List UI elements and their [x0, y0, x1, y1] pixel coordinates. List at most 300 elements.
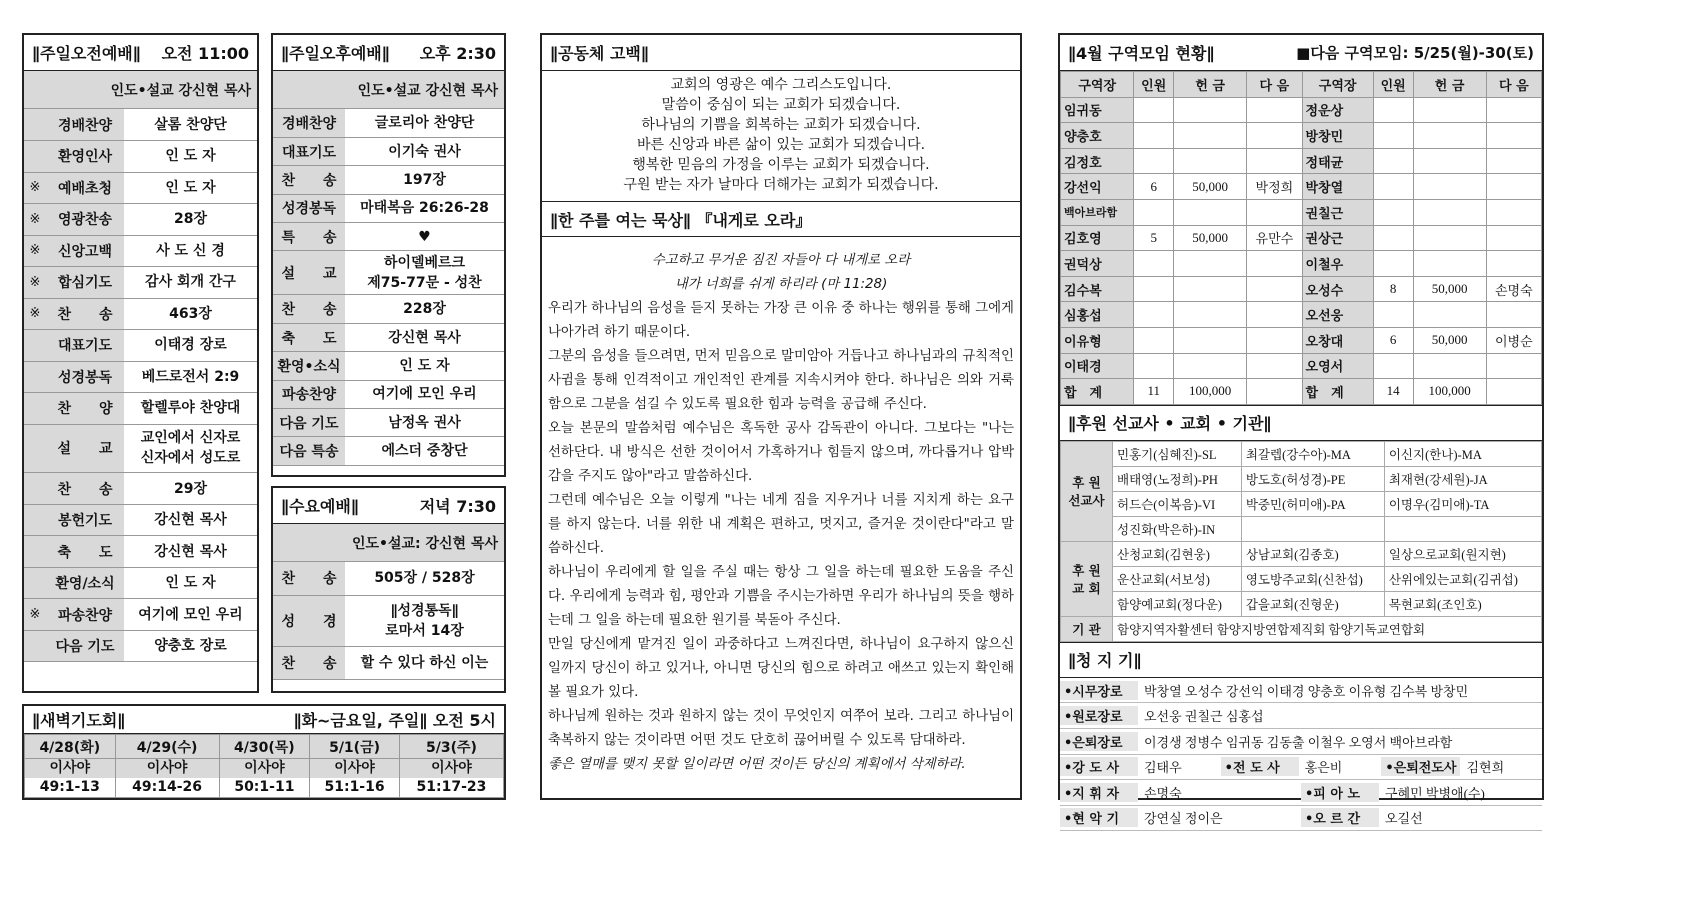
elders-header: [1060, 642, 1542, 678]
district-cell: [1134, 199, 1174, 225]
dawn-schedule: [24, 734, 504, 798]
district-row: [1061, 199, 1542, 225]
meditation-paragraph: 그분의 음성을 들으려면, 먼저 믿음으로 말미암아 거듭나고 하나님과의 규칙적인 사귐을 통해 인격적이고 개인적인 관계를 지속시켜야 한다. 하나님은 의와 거룩함으로 그분을 섬길 수 있도록 필요한 힘과 능력을 공급해 주신다.: [548, 349, 1014, 412]
order-value: [345, 251, 504, 295]
district-cell: [1486, 302, 1541, 328]
dawn-chapter: 49:1-13: [39, 779, 100, 795]
district-cell: [1174, 97, 1247, 123]
meditation-paragraph: 하나님이 우리에게 할 일을 주실 때는 항상 그 일을 하는데 필요한 도움을 주신다. 우리에게 능력과 힘, 평안과 기쁨을 주시는가하면 우리가 하나님의 뜻을 행하는데 그 일을 하는데 필요한 원기를 북돋아 주신다.: [548, 565, 1014, 628]
district-cell: [1174, 327, 1247, 353]
wednesday-box: [271, 486, 506, 693]
dawn-date: 5/3(주): [399, 735, 503, 759]
order-value: [345, 194, 504, 222]
order-row: [273, 295, 504, 323]
elder-names: 김태우: [1144, 760, 1182, 776]
order-row: [273, 194, 504, 222]
order-row: [24, 630, 257, 662]
order-value: [124, 630, 257, 662]
next-meeting: ■다음 구역모임: 5/25(월)-30(토): [1296, 44, 1534, 62]
dawn-chapter: 49:14-26: [132, 779, 203, 795]
district-leader: 오선웅: [1302, 302, 1373, 328]
meditation-paragraph: 오늘 본문의 말씀처럼 예수님은 혹독한 공사 감독관이 아니다. 그보다는 "나는 선하단다. 내 방식은 선한 것이어서 가혹하거나 힘들지 않으며, 까다롭거나 압박감을 주지도 않아"라고 말씀하신다.: [548, 421, 1014, 484]
order-value-line: 강신현 목사: [154, 543, 227, 560]
district-cell: [1134, 97, 1174, 123]
order-item: 설 교: [273, 251, 345, 295]
order-value: [124, 504, 257, 536]
district-leader: 심홍섭: [1061, 302, 1134, 328]
district-cell: [1373, 123, 1413, 149]
support-entry: 배태영(노정희)-PH: [1113, 466, 1242, 491]
district-header: [1060, 35, 1542, 71]
confession-line: 말씀이 중심이 되는 교회가 되겠습니다.: [661, 97, 901, 113]
meditation-paragraph: 그런데 예수님은 오늘 이렇게 "나는 네게 짐을 지우거나 너를 지치게 하는 요구를 하지 않는다. 너를 위한 내 계획은 편하고, 멋지고, 즐거운 것이란다"라고 말씀하신다.: [548, 493, 1014, 556]
support-entry: 일상으로교회(원지현): [1384, 541, 1541, 566]
order-row: [24, 330, 257, 362]
section-title: ∥공동체 고백∥: [550, 44, 649, 63]
district-cell: 50,000: [1413, 276, 1486, 302]
elder-group: [1060, 706, 1270, 725]
support-entry: 영도방주교회(신찬섭): [1241, 566, 1384, 591]
district-cell: [1373, 97, 1413, 123]
service-time: 오전 11:00: [161, 44, 249, 63]
support-header: [1060, 405, 1542, 441]
support-entry: 최재현(강세원)-JA: [1384, 466, 1541, 491]
meditation-paragraph: 하나님께 원하는 것과 원하지 않는 것이 무엇인지 여쭈어 보라. 그리고 하나님이 축복하지 않는 것이라면 어떤 것도 단호히 끊어버릴 수 있도록 담대하라.: [548, 709, 1014, 748]
sunday-pm-box: [271, 33, 506, 477]
order-value: [345, 646, 504, 679]
elder-role: •강 도 사: [1060, 757, 1138, 776]
elder-group: [1381, 757, 1542, 776]
elder-row: [1060, 678, 1542, 704]
district-cell: 50,000: [1174, 225, 1247, 251]
dawn-reading: [115, 759, 219, 798]
elder-group: [1060, 681, 1474, 700]
order-row: [273, 109, 504, 137]
sunday-am-header: [24, 35, 257, 71]
rubric-mark: ※: [24, 172, 46, 204]
order-item: 신앙고백: [46, 235, 124, 267]
order-item: 성경봉독: [273, 194, 345, 222]
order-item: 파송찬양: [46, 599, 124, 631]
leader-text: 인도•설교 강신현 목사: [110, 82, 251, 99]
district-head: [1061, 72, 1542, 98]
sunday-pm-header: [273, 35, 504, 71]
order-item: 경배찬양: [46, 109, 124, 141]
order-item: 찬 송: [273, 166, 345, 194]
dawn-chapter: 50:1-11: [234, 779, 295, 795]
meditation-header: [542, 201, 1020, 237]
order-value-line: 29장: [173, 480, 207, 497]
district-cell: [1247, 123, 1302, 149]
confession-line: 행복한 믿음의 가정을 이루는 교회가 되겠습니다.: [632, 157, 930, 173]
district-cell: 100,000: [1413, 379, 1486, 405]
district-cell: [1413, 225, 1486, 251]
district-row: [1061, 276, 1542, 302]
order-value: [345, 166, 504, 194]
elder-names: 홍은비: [1304, 760, 1343, 776]
leader-text: 인도•설교 강신현 목사: [357, 82, 498, 99]
order-value-line: 인 도 자: [165, 575, 216, 592]
rubric-mark: [24, 141, 46, 173]
elder-names: 오길선: [1385, 811, 1423, 827]
order-value: [124, 424, 257, 473]
order-row: [273, 562, 504, 595]
order-value-line: 228장: [403, 301, 446, 318]
dawn-box: [22, 704, 506, 800]
elder-role: •원로장로: [1060, 706, 1138, 725]
support-entry: 이신지(한나)-MA: [1384, 441, 1541, 466]
district-cell: 이병순: [1486, 327, 1541, 353]
district-cell: [1373, 353, 1413, 379]
verse-line: 내가 너희를 쉬게 하리라 (마 11:28): [674, 277, 888, 292]
order-row: [273, 251, 504, 295]
district-row: [1061, 123, 1542, 149]
dawn-book: 이사야: [25, 759, 115, 778]
order-row: [273, 352, 504, 380]
district-cell: [1486, 148, 1541, 174]
district-cell: 6: [1134, 174, 1174, 200]
support-entry: 민홍기(심혜진)-SL: [1113, 441, 1242, 466]
sunday-am-order: [24, 109, 257, 662]
district-cell: [1247, 379, 1302, 405]
district-leader: 합 계: [1061, 379, 1134, 405]
dawn-book: 이사야: [220, 759, 310, 778]
district-cell: [1134, 302, 1174, 328]
confession-line: 하나님의 기쁨을 회복하는 교회가 되겠습니다.: [641, 117, 921, 133]
elder-names: 박창열 오성수 강선익 이태경 양충호 이유형 김수복 방창민: [1144, 683, 1469, 699]
order-value-line: ∥성경통독∥: [390, 602, 459, 619]
elder-group: [1060, 783, 1301, 802]
order-row: [273, 409, 504, 437]
support-row: [1061, 541, 1542, 566]
district-leader: 백아브라함: [1061, 199, 1134, 225]
district-cell: [1247, 276, 1302, 302]
district-cell: [1134, 123, 1174, 149]
support-entry: 상남교회(김종호): [1241, 541, 1384, 566]
dawn-book: 이사야: [400, 759, 503, 778]
district-row: [1061, 353, 1542, 379]
district-leader: 이태경: [1061, 353, 1134, 379]
district-leader: 권칠근: [1302, 199, 1373, 225]
district-cell: [1174, 251, 1247, 277]
order-value-line: 글로리아 찬양단: [374, 114, 475, 131]
section-title: ∥후원 선교사 • 교회 • 기관∥: [1068, 414, 1272, 434]
order-value: [345, 409, 504, 437]
elder-row: [1060, 755, 1542, 781]
support-entry: 산위에있는교회(김귀섭): [1384, 566, 1541, 591]
support-row: [1061, 566, 1542, 591]
rubric-mark: ※: [24, 298, 46, 330]
district-cell: [1486, 199, 1541, 225]
elder-group: [1060, 732, 1458, 751]
order-value-line: 살롬 찬양단: [154, 116, 227, 133]
dawn-chapter: 51:1-16: [324, 779, 385, 795]
order-value-line: 인 도 자: [165, 148, 216, 165]
confession-body: [542, 71, 1020, 201]
order-value: [124, 141, 257, 173]
district-leader: 방창민: [1302, 123, 1373, 149]
column-header: 인원: [1134, 72, 1174, 98]
order-item: 대표기도: [273, 137, 345, 165]
order-value-line: 여기에 모인 우리: [372, 386, 477, 403]
district-leader: 오창대: [1302, 327, 1373, 353]
order-value: [345, 562, 504, 595]
rubric-mark: [24, 504, 46, 536]
district-leader: 합 계: [1302, 379, 1373, 405]
order-value-line: 할렐루야 찬양대: [140, 400, 241, 417]
order-row: [24, 298, 257, 330]
order-value-line: 신자에서 성도로: [140, 450, 241, 467]
order-item: 성 경: [273, 595, 345, 646]
rubric-mark: [24, 536, 46, 568]
support-entry: 갑을교회(진형운): [1241, 591, 1384, 616]
service-time: 오후 2:30: [419, 44, 496, 63]
rubric-mark: [24, 424, 46, 473]
confession-line: 교회의 영광은 예수 그리스도입니다.: [670, 77, 892, 93]
elder-role: •전 도 사: [1221, 757, 1299, 776]
district-row: [1061, 327, 1542, 353]
order-item: 설 교: [46, 424, 124, 473]
district-leader: 오영서: [1302, 353, 1373, 379]
confession-line: 바른 신앙과 바른 삶이 있는 교회가 되겠습니다.: [636, 137, 926, 153]
section-title: ∥주일오후예배∥: [281, 44, 390, 63]
elder-row: [1060, 703, 1542, 729]
elder-row: [1060, 806, 1542, 832]
district-cell: [1486, 379, 1541, 405]
order-item: 예배초청: [46, 172, 124, 204]
order-item: 성경봉독: [46, 361, 124, 393]
order-item: 파송찬양: [273, 380, 345, 408]
closing-line: 좋은 열매를 맺지 못할 일이라면 어떤 것이든 당신의 계획에서 삭제하라.: [548, 757, 966, 772]
support-entry: 박중민(허미애)-PA: [1241, 491, 1384, 516]
district-cell: 100,000: [1174, 379, 1247, 405]
rubric-mark: [24, 630, 46, 662]
rubric-mark: [24, 567, 46, 599]
district-cell: [1486, 353, 1541, 379]
district-row: [1061, 148, 1542, 174]
district-cell: [1373, 199, 1413, 225]
rubric-mark: [24, 393, 46, 425]
dawn-header: [24, 706, 504, 734]
district-cell: [1247, 302, 1302, 328]
district-cell: [1373, 174, 1413, 200]
order-row: [273, 323, 504, 351]
dawn-reading: [399, 759, 503, 798]
leader-text: 인도•설교: 강신현 목사: [351, 535, 498, 552]
dawn-book: 이사야: [116, 759, 219, 778]
order-value-line: 양충호 장로: [154, 638, 227, 655]
district-cell: [1174, 148, 1247, 174]
district-leader: 김정호: [1061, 148, 1134, 174]
support-table: [1060, 441, 1542, 642]
elder-group: [1060, 808, 1301, 827]
district-leader: 권상근: [1302, 225, 1373, 251]
rubric-mark: [24, 361, 46, 393]
dawn-book: 이사야: [310, 759, 399, 778]
column-header: 다 음: [1247, 72, 1302, 98]
district-cell: [1247, 97, 1302, 123]
elder-role: •은퇴장로: [1060, 732, 1138, 751]
service-time: ∥화~금요일, 주일∥ 오전 5시: [293, 711, 496, 730]
district-leader: 박창열: [1302, 174, 1373, 200]
support-label: 후 원 선교사: [1061, 441, 1113, 541]
rubric-mark: ※: [24, 267, 46, 299]
elder-role: •은퇴전도사: [1381, 757, 1460, 776]
order-row: [24, 267, 257, 299]
middle-box: [540, 33, 1022, 800]
order-value: [124, 298, 257, 330]
elder-names: 강연실 정이은: [1144, 811, 1223, 827]
support-entry: 산청교회(김현웅): [1113, 541, 1242, 566]
order-value: [124, 204, 257, 236]
district-cell: [1413, 123, 1486, 149]
support-row: [1061, 616, 1542, 641]
district-cell: 50,000: [1174, 174, 1247, 200]
order-value: [345, 223, 504, 251]
order-item: 찬 송: [46, 473, 124, 505]
order-value-line: 베드로전서 2:9: [141, 368, 240, 385]
order-value-line: 이기숙 권사: [388, 143, 461, 160]
district-cell: [1373, 251, 1413, 277]
district-leader: 오성수: [1302, 276, 1373, 302]
order-value: [124, 473, 257, 505]
column-header: 헌 금: [1413, 72, 1486, 98]
order-value: [345, 109, 504, 137]
support-row: [1061, 466, 1542, 491]
order-value: [345, 437, 504, 465]
order-value-line: ♥: [418, 228, 431, 245]
district-leader: 김수복: [1061, 276, 1134, 302]
district-leader: 강선익: [1061, 174, 1134, 200]
district-cell: [1373, 225, 1413, 251]
elder-row: [1060, 729, 1542, 755]
support-row: [1061, 491, 1542, 516]
order-value-line: 197장: [403, 171, 446, 188]
district-row: [1061, 379, 1542, 405]
elder-role: •오 르 간: [1301, 808, 1379, 827]
order-item: 영광찬송: [46, 204, 124, 236]
order-value-line: 에스더 중창단: [381, 443, 468, 460]
order-item: 축 도: [46, 536, 124, 568]
dawn-dates: [25, 735, 504, 759]
leader-row: [273, 71, 504, 109]
order-row: [273, 137, 504, 165]
order-row: [273, 223, 504, 251]
elder-role: •지 휘 자: [1060, 783, 1138, 802]
district-cell: [1486, 123, 1541, 149]
rubric-mark: [24, 330, 46, 362]
order-value: [124, 172, 257, 204]
column-header: 헌 금: [1174, 72, 1247, 98]
district-leader: 정운상: [1302, 97, 1373, 123]
order-row: [24, 536, 257, 568]
district-cell: [1174, 302, 1247, 328]
order-item: 봉헌기도: [46, 504, 124, 536]
district-leader: 김호영: [1061, 225, 1134, 251]
order-item: 경배찬양: [273, 109, 345, 137]
elder-group: [1301, 783, 1542, 802]
district-cell: [1373, 302, 1413, 328]
district-cell: [1413, 199, 1486, 225]
district-cell: [1134, 148, 1174, 174]
dawn-reading: [310, 759, 400, 798]
order-row: [24, 235, 257, 267]
order-value-line: 하이델베르크: [383, 254, 466, 271]
order-item: 찬 송: [273, 295, 345, 323]
district-leader: 권덕상: [1061, 251, 1134, 277]
order-row: [273, 646, 504, 679]
district-cell: 8: [1373, 276, 1413, 302]
section-title: ∥한 주를 여는 묵상∥ 『내게로 오라』: [550, 210, 812, 230]
order-value: [124, 393, 257, 425]
column-header: 구역장: [1302, 72, 1373, 98]
district-cell: [1413, 302, 1486, 328]
district-cell: [1134, 276, 1174, 302]
support-row: [1061, 516, 1542, 541]
dawn-chapter: 51:17-23: [416, 779, 487, 795]
order-value-line: 28장: [173, 211, 207, 228]
order-item: 찬 송: [46, 298, 124, 330]
rubric-mark: [24, 109, 46, 141]
district-cell: [1174, 353, 1247, 379]
district-cell: [1486, 251, 1541, 277]
order-value: [345, 323, 504, 351]
district-cell: [1247, 353, 1302, 379]
elder-row: [1060, 780, 1542, 806]
order-item: 다음 기도: [273, 409, 345, 437]
district-cell: [1134, 353, 1174, 379]
wednesday-header: [273, 488, 504, 524]
order-item: 합심기도: [46, 267, 124, 299]
support-entry: [1241, 516, 1384, 541]
support-entry: 함양예교회(정다운): [1113, 591, 1242, 616]
order-value: [124, 536, 257, 568]
section-title: ∥새벽기도회∥: [32, 711, 126, 730]
elder-names: 구혜민 박병애(수): [1385, 785, 1485, 801]
right-box: [1058, 33, 1544, 828]
order-row: [273, 380, 504, 408]
order-value: [345, 295, 504, 323]
order-row: [24, 109, 257, 141]
order-row: [24, 141, 257, 173]
district-cell: [1486, 225, 1541, 251]
rubric-mark: ※: [24, 204, 46, 236]
order-value: [345, 137, 504, 165]
order-item: 찬 송: [273, 646, 345, 679]
order-row: [273, 166, 504, 194]
elder-names: 이경생 정병수 임귀동 김동출 이철우 오영서 백아브라함: [1144, 734, 1453, 750]
order-row: [24, 393, 257, 425]
support-entry: 이명우(김미애)-TA: [1384, 491, 1541, 516]
support-entry: 방도호(허성경)-PE: [1241, 466, 1384, 491]
order-row: [24, 473, 257, 505]
order-value-line: 로마서 14장: [385, 622, 464, 639]
order-value: [124, 330, 257, 362]
district-cell: [1247, 199, 1302, 225]
order-item: 찬 송: [273, 562, 345, 595]
district-cell: [1413, 174, 1486, 200]
district-row: [1061, 302, 1542, 328]
order-item: 다음 특송: [273, 437, 345, 465]
support-label: 후 원 교 회: [1061, 541, 1113, 616]
order-value-line: 여기에 모인 우리: [138, 606, 243, 623]
order-item: 환영/소식: [46, 567, 124, 599]
elder-role: •시무장로: [1060, 681, 1138, 700]
dawn-reading: [25, 759, 116, 798]
rubric-mark: ※: [24, 235, 46, 267]
district-table: [1060, 71, 1542, 405]
column-header: 구역장: [1061, 72, 1134, 98]
